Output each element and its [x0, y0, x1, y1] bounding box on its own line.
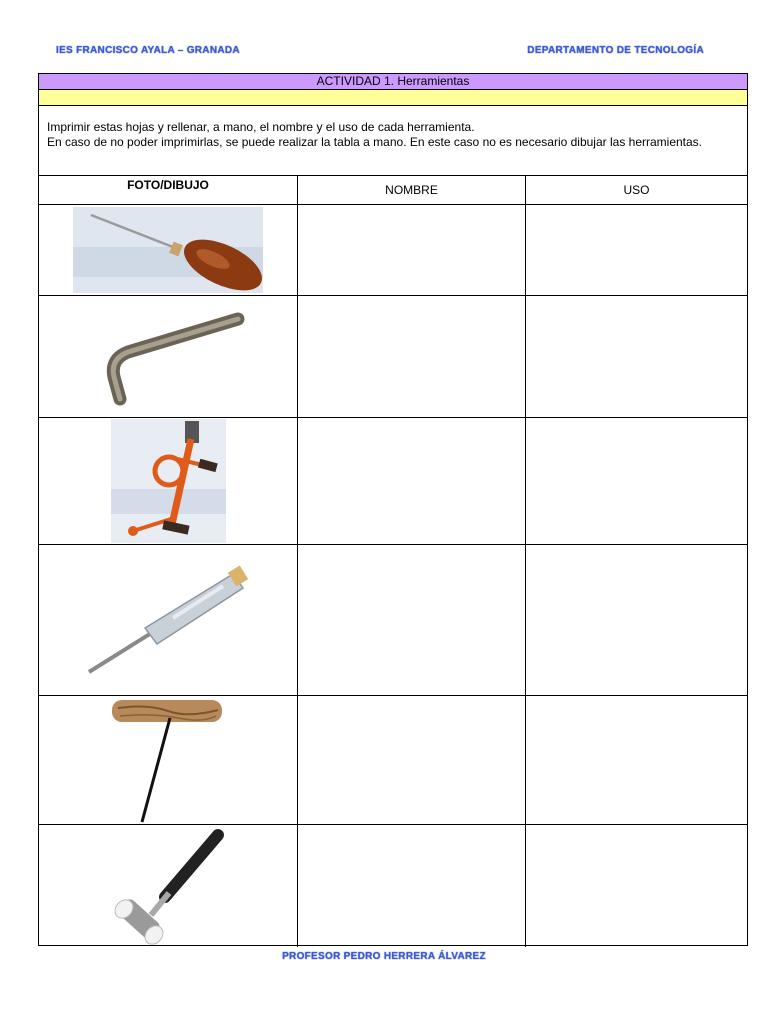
- soft-face-mallet-icon: [103, 825, 233, 947]
- table-header: [39, 176, 747, 205]
- tool-name-field[interactable]: [298, 296, 526, 417]
- table-row: [39, 545, 747, 696]
- tool-use-field[interactable]: [526, 418, 747, 544]
- tool-photo-cell: [39, 696, 298, 824]
- tool-name-field[interactable]: [298, 418, 526, 544]
- t-handle-gimlet-icon: [108, 696, 228, 824]
- table-row: [39, 205, 747, 296]
- tool-name-field[interactable]: [298, 205, 526, 295]
- table-row: [39, 696, 747, 825]
- tool-name-field[interactable]: [298, 545, 526, 695]
- table-row: [39, 418, 747, 545]
- tool-photo-cell: [39, 296, 298, 417]
- tool-use-field[interactable]: [526, 696, 747, 824]
- instructions-line-1: Imprimir estas hojas y rellenar, a mano, el nombre y el uso de cada herramienta.: [47, 120, 475, 134]
- column-header-use: USO: [623, 183, 650, 197]
- column-header-name: NOMBRE: [298, 176, 526, 204]
- allen-key-icon: [88, 307, 248, 407]
- awl-icon: [73, 207, 263, 293]
- column-header-photo: FOTO/DIBUJO: [39, 176, 298, 204]
- activity-title: ACTIVIDAD 1. Herramientas: [39, 74, 747, 90]
- tool-photo-cell: [39, 205, 298, 295]
- instructions-line-2: En caso de no poder imprimirlas, se puede realizar la tabla a mano. En este caso no es necesario dibujar las herramientas.: [47, 135, 703, 149]
- tool-photo-cell: [39, 825, 298, 947]
- tool-use-field[interactable]: [526, 545, 747, 695]
- tool-photo-cell: [39, 418, 298, 544]
- tool-photo-cell: [39, 545, 298, 695]
- table-row: [39, 825, 747, 947]
- department-name: DEPARTAMENTO DE TECNOLOGÍA: [527, 45, 704, 56]
- school-name: IES FRANCISCO AYALA – GRANADA: [56, 45, 240, 56]
- voltage-tester-screwdriver-icon: [83, 560, 253, 680]
- footer-author: PROFESOR PEDRO HERRERA ÁLVAREZ: [282, 951, 486, 962]
- tool-use-field[interactable]: [526, 205, 747, 295]
- table-row: [39, 296, 747, 418]
- tool-use-field[interactable]: [526, 825, 747, 947]
- hand-drill-icon: [111, 419, 226, 543]
- tool-name-field[interactable]: [298, 696, 526, 824]
- tool-name-field[interactable]: [298, 825, 526, 947]
- instructions: [39, 106, 747, 176]
- tool-use-field[interactable]: [526, 296, 747, 417]
- activity-sheet: [38, 73, 748, 946]
- highlight-bar: [39, 90, 747, 106]
